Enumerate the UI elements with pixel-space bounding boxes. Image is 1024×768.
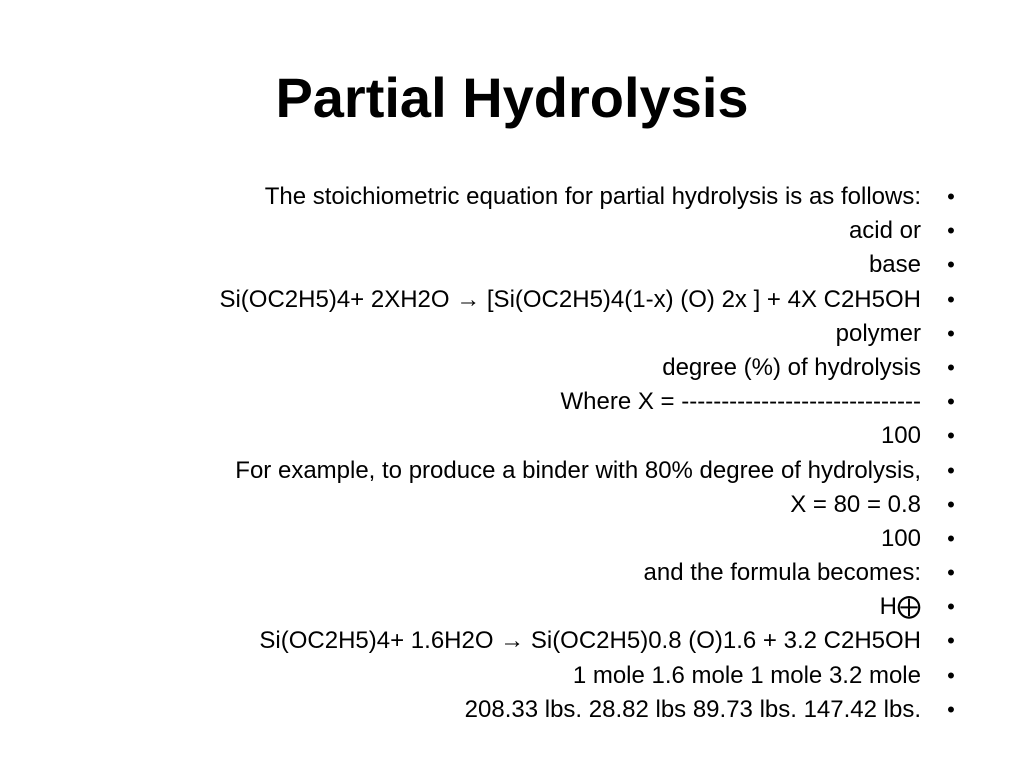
bullet-icon: • (947, 252, 955, 278)
bullet-icon: • (947, 594, 955, 620)
bullet-icon: • (947, 423, 955, 449)
bullet-icon: • (947, 662, 955, 688)
bullet-text: 208.33 lbs. 28.82 lbs 89.73 lbs. 147.42 lbs. (464, 695, 921, 723)
bullet-icon: • (947, 628, 955, 654)
bullet-item (40, 659, 975, 693)
bullet-icon: • (947, 491, 955, 517)
bullet-item (40, 693, 975, 727)
bullet-icon: • (947, 457, 955, 483)
bullet-icon: • (947, 354, 955, 380)
bullet-icon: • (947, 218, 955, 244)
bullet-icon: • (947, 389, 955, 415)
bullet-text: base (868, 251, 921, 279)
bullet-item (40, 522, 975, 556)
bullet-icon: • (947, 320, 955, 346)
bullet-item (40, 248, 975, 282)
bullet-item (40, 590, 975, 624)
bullet-text: For example, to produce a binder with 80% degree of hydrolysis, (235, 456, 921, 484)
bullet-list (40, 180, 975, 727)
bullet-item (40, 351, 975, 385)
bullet-icon: • (947, 184, 955, 209)
bullet-text: 1 mole 1.6 mole 1 mole 3.2 mole (572, 661, 921, 689)
bullet-text: 100 (880, 524, 921, 552)
slide-title: Partial Hydrolysis (275, 66, 749, 129)
bullet-item (40, 180, 975, 214)
bullet-icon: • (947, 286, 955, 312)
bullet-text: Si(OC2H5)4+ 1.6H2O → Si(OC2H5)0.8 (O)1.6 + 3.2 C2H5OH (259, 627, 921, 655)
bullet-item (40, 488, 975, 522)
bullet-item (40, 283, 975, 317)
bullet-text: H⨁ (879, 593, 921, 621)
bullet-item (40, 317, 975, 351)
bullet-text: Where X = ------------------------------ (560, 388, 921, 416)
bullet-text: degree (%) of hydrolysis (662, 353, 921, 381)
bullet-item (40, 454, 975, 488)
bullet-text: The stoichiometric equation for partial hydrolysis is as follows: (264, 183, 921, 210)
bullet-item (40, 214, 975, 248)
bullet-icon: • (947, 696, 955, 722)
bullet-item (40, 419, 975, 453)
bullet-item (40, 556, 975, 590)
bullet-text: Si(OC2H5)4+ 2XH2O → [Si(OC2H5)4(1-x) (O) 2x ] + 4X C2H5OH (219, 285, 921, 313)
bullet-text: X = 80 = 0.8 (790, 490, 921, 518)
bullet-icon: • (947, 525, 955, 551)
bullet-text: acid or (848, 217, 921, 245)
bullet-text: polymer (835, 319, 921, 347)
bullet-icon: • (947, 560, 955, 586)
bullet-item (40, 385, 975, 419)
bullet-text: 100 (880, 422, 921, 450)
bullet-item (40, 624, 975, 658)
bullet-text: and the formula becomes: (643, 559, 921, 587)
